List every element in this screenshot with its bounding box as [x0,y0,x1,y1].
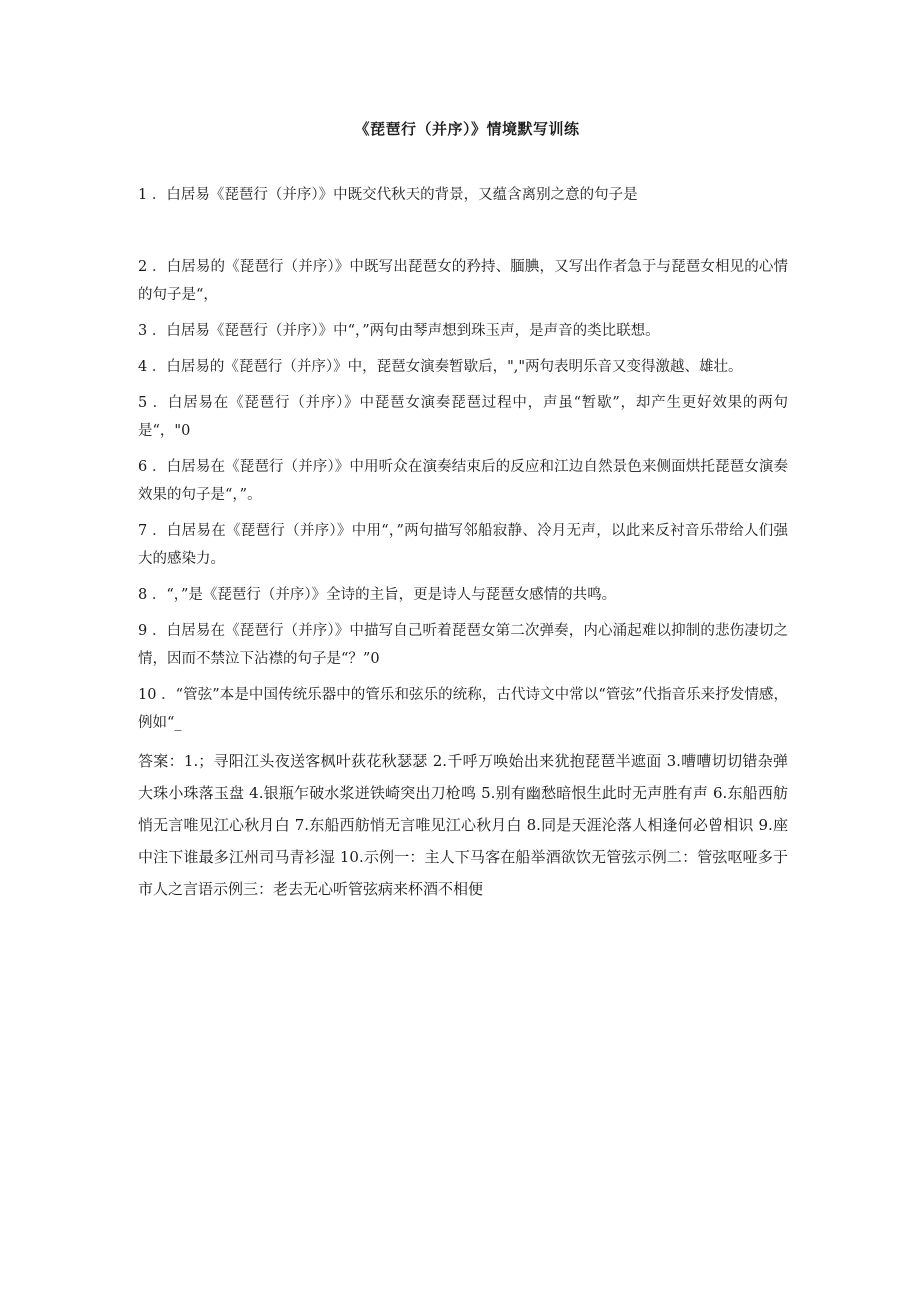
question-7: 7 ．白居易在《琵琶行（并序）》中用“，”两句描写邻船寂静、冷月无声，以此来反衬音乐带给人们强大的感染力。 [138,523,788,567]
question-6: 6 ．白居易在《琵琶行（并序）》中用听众在演奏结束后的反应和江边自然景色来侧面烘托琵琶女演奏效果的句子是“，”。 [138,459,788,503]
question-9: 9 ．白居易在《琵琶行（并序）》中描写自己听着琵琶女第二次弹奏，内心涌起难以抑制的悲伤凄切之情，因而不禁泣下沾襟的句子是“？”0 [138,623,788,667]
answer-key: 答案：1.；寻阳江头夜送客枫叶荻花秋瑟瑟 2.千呼万唤始出来犹抱琵琶半遮面 3.嘈嘈切切错杂弹大珠小珠落玉盘 4.银瓶乍破水浆迸铁崎突出刀枪鸣 5.别有幽愁暗恨生此时无声胜有声 6.东船西舫悄无言唯见江心秋月白 7.东船西舫悄无言唯见江心秋月白 8.同是天涯沦落人相逢何必曾相识 9.座中注下谁最多江州司马青衫湿 10.示例一：主人下马客在船举酒欲饮无管弦示例二：管弦呕哑多于市人之言语示例三：老去无心听管弦病来杯酒不相便 [138,752,788,898]
question-8: 8 ．“，”是《琵琶行（并序）》全诗的主旨，更是诗人与琵琶女感情的共鸣。 [138,587,617,603]
question-4: 4 ．白居易的《琵琶行（并序）》中，琵琶女演奏暂歇后，","两句表明乐音又变得激越、雄壮。 [138,359,743,375]
question-1: 1 ．白居易《琵琶行（并序）》中既交代秋天的背景，又蕴含离别之意的句子是 [138,187,638,203]
question-10: 10 ．“管弦”本是中国传统乐器中的管乐和弦乐的统称，古代诗文中常以“管弦”代指音乐来抒发情感，例如“_ [138,687,788,731]
question-3: 3 ．白居易《琵琶行（并序）》中“，”两句由琴声想到珠玉声，是声音的类比联想。 [138,323,660,339]
question-2: 2 ．白居易的《琵琶行（并序）》中既写出琵琶女的矜持、腼腆，又写出作者急于与琵琶女相见的心情的句子是“， [138,259,788,303]
document-title: 《琵琶行（并序）》情境默写训练 [354,120,580,138]
question-5: 5 ．白居易在《琵琶行（并序）》中琵琶女演奏琵琶过程中，声虽“暂歇”，却产生更好效果的两句是“，"0 [138,395,788,439]
